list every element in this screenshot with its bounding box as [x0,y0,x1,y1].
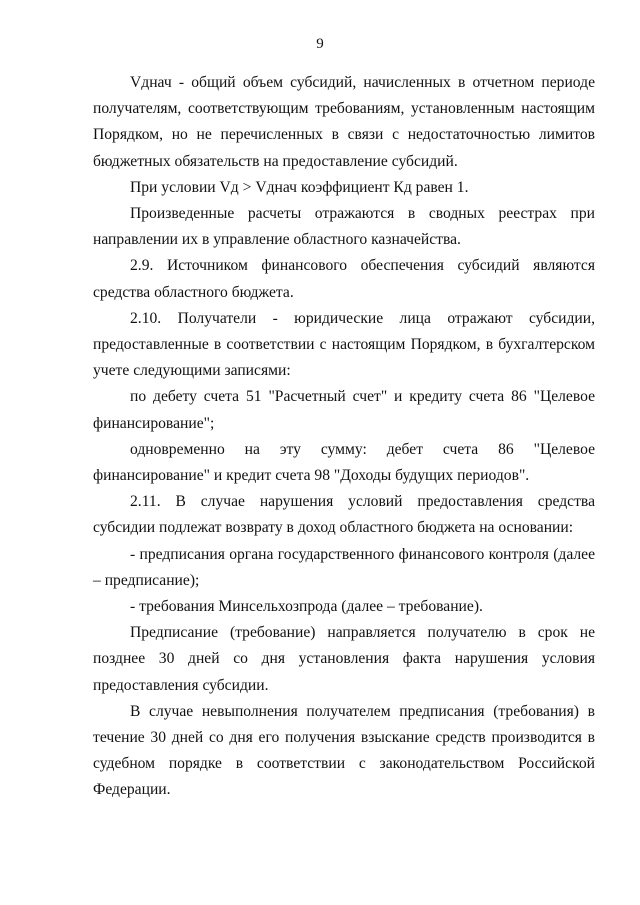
paragraph: - предписания органа государственного финансового контроля (далее – предписание); [93,545,595,589]
paragraph: 2.11. В случае нарушения условий предоставления средства субсидии подлежат возврату в доход областного бюджета на основании: [93,493,595,537]
paragraph: При условии Vд > Vднач коэффициент Кд равен 1. [130,178,469,196]
paragraph: Vднач - общий объем субсидий, начисленных в отчетном периоде получателям, соответствующим требованиям, установленным настоящим Порядком, но не перечисленных в связи с недостаточностью лимитов бюджетных обязательств на предоставление субсидий. [93,74,595,170]
paragraph: Предписание (требование) направляется получателю в срок не позднее 30 дней со дня установления факта нарушения условия предоставления субсидии. [93,624,595,694]
page-number: 9 [316,36,324,52]
paragraph: 2.9. Источником финансового обеспечения субсидий являются средства областного бюджета. [93,257,595,301]
paragraph: Произведенные расчеты отражаются в сводных реестрах при направлении их в управление областного казначейства. [93,205,595,249]
body-text [93,70,595,804]
paragraph: 2.10. Получатели - юридические лица отражают субсидии, предоставленные в соответствии с настоящим Порядком, в бухгалтерском учете следующими записями: [93,309,595,380]
paragraph: одновременно на эту сумму: дебет счета 86 "Целевое финансирование" и кредит счета 98 "Доходы будущих периодов". [93,440,595,485]
paragraph: В случае невыполнения получателем предписания (требования) в течение 30 дней со дня его получения взыскание средств производится в судебном порядке в соответствии с законодательством Российской Федерации. [93,702,595,799]
paragraph: - требования Минсельхозпрода (далее – требование). [130,598,483,616]
paragraph: по дебету счета 51 "Расчетный счет" и кредиту счета 86 "Целевое финансирование"; [93,388,595,432]
